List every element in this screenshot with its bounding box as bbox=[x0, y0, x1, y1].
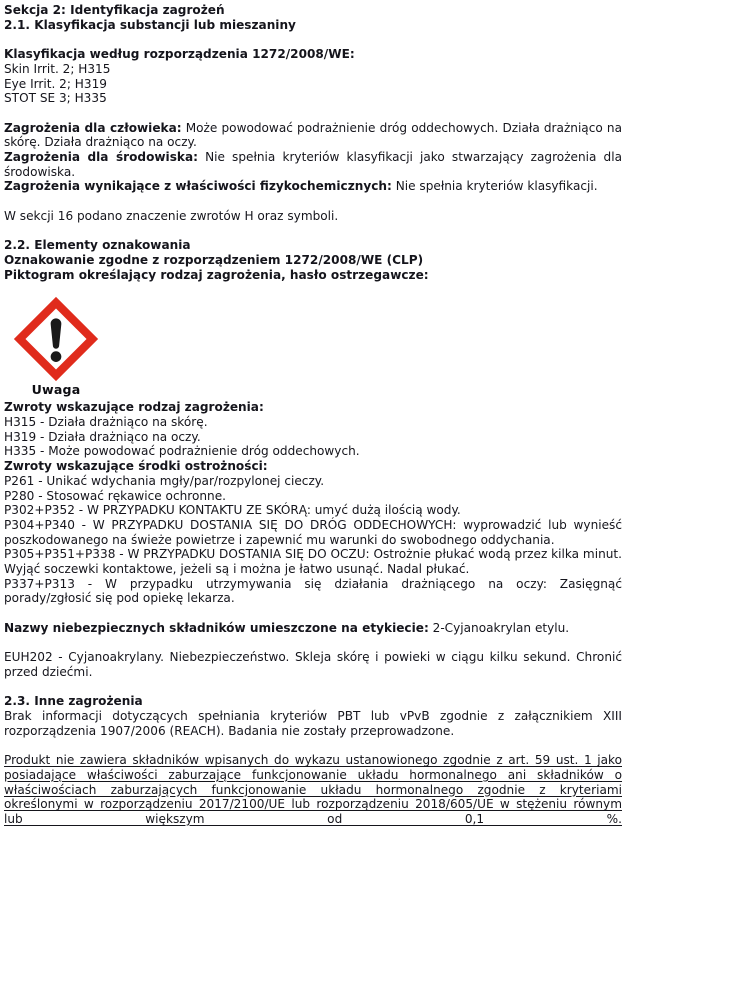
spacer bbox=[4, 738, 622, 753]
pictogram-block bbox=[4, 296, 124, 400]
hazard-environment-text: Nie spełnia kryteriów klasyfikacji jako stwarzający zagrożenia dla środowiska. bbox=[4, 150, 622, 179]
classification-heading: Klasyfikacja według rozporządzenia 1272/2008/WE: bbox=[4, 47, 355, 62]
classification-line-2: Eye Irrit. 2; H319 bbox=[4, 76, 107, 91]
document-body bbox=[4, 3, 622, 841]
endocrine-disruptor-statement: Produkt nie zawiera składników wpisanych do wykazu ustanowionego zgodnie z art. 59 ust. 1 jako posiadające właściwości zaburzające funkcjonowanie układu hormonalnego ani składników o właściwościach zaburzających funkcjonowanie układu hormonalnego zgodnie z kryteriami określonymi w rozporządzeniu 2017/2100/UE lub rozporządzeniu 2018/605/UE w stężeniu równym lub większym od 0,1 %. bbox=[4, 753, 622, 826]
ghs07-exclamation-mark-icon bbox=[13, 296, 99, 382]
note-section-16: W sekcji 16 podano znaczenie zwrotów H oraz symboli. bbox=[4, 208, 339, 223]
precautionary-heading: Zwroty wskazujące środki ostrożności: bbox=[4, 459, 268, 474]
euh-statement: EUH202 - Cyjanoakrylany. Niebezpieczeństwo. Skleja skórę i powieki w ciągu kilku sekund. Chronić przed dziećmi. bbox=[4, 650, 622, 679]
precautionary-p305-p351-p338: P305+P351+P338 - W PRZYPADKU DOSTANIA SIĘ DO OCZU: Ostrożnie płukać wodą przez kilka minut. Wyjąć soczewki kontaktowe, jeżeli są i można je łatwo usunąć. Nadal płukać. bbox=[4, 547, 622, 577]
signal-word: Uwaga bbox=[31, 382, 81, 398]
precautionary-p261: P261 - Unikać wdychania mgły/par/rozpylonej cieczy. bbox=[4, 473, 325, 488]
hazard-physicochemical-text: Nie spełnia kryteriów klasyfikacji. bbox=[391, 179, 598, 194]
hazard-environment bbox=[4, 150, 622, 179]
subsection-2-2-heading: 2.2. Elementy oznakowania bbox=[4, 238, 191, 253]
other-hazards-text: Brak informacji dotyczących spełniania kryteriów PBT lub vPvB zgodnie z załącznikiem XIII rozporządzenia 1907/2006 (REACH). Badania nie zostały przeprowadzone. bbox=[4, 709, 622, 738]
hazard-human bbox=[4, 121, 622, 150]
hazard-human-label: Zagrożenia dla człowieka: bbox=[4, 120, 182, 135]
classification-line-3: STOT SE 3; H335 bbox=[4, 91, 107, 106]
spacer bbox=[4, 224, 622, 239]
precautionary-p302-p352: P302+P352 - W PRZYPADKU KONTAKTU ZE SKÓRĄ: umyć dużą ilością wody. bbox=[4, 503, 461, 518]
spacer bbox=[4, 194, 622, 209]
labelling-line: Oznakowanie zgodne z rozporządzeniem 1272/2008/WE (CLP) bbox=[4, 252, 424, 267]
subsection-2-1-heading: 2.1. Klasyfikacja substancji lub mieszaniny bbox=[4, 17, 296, 32]
spacer bbox=[4, 680, 622, 695]
precautionary-p337-p313: P337+P313 - W przypadku utrzymywania się działania drażniącego na oczy: Zasięgnąć porady/zgłosić się pod opiekę lekarza. bbox=[4, 576, 622, 606]
hazard-statement-h319: H319 - Działa drażniąco na oczy. bbox=[4, 429, 201, 444]
subsection-2-3-heading: 2.3. Inne zagrożenia bbox=[4, 694, 143, 709]
section-heading: Sekcja 2: Identyfikacja zagrożeń bbox=[4, 3, 225, 17]
precautionary-p304-p340: P304+P340 - W PRZYPADKU DOSTANIA SIĘ DO DRÓG ODDECHOWYCH: wyprowadzić lub wynieść poszkodowanego na świeże powietrze i zapewnić mu warunki do swobodnego oddychania. bbox=[4, 517, 622, 547]
spacer bbox=[4, 636, 622, 651]
hazard-physicochemical bbox=[4, 179, 622, 194]
hazard-statements-heading: Zwroty wskazujące rodzaj zagrożenia: bbox=[4, 400, 264, 415]
spacer bbox=[4, 606, 622, 621]
hazard-physicochemical-label: Zagrożenia wynikające z właściwości fizykochemicznych: bbox=[4, 179, 392, 194]
hazardous-components-text: 2-Cyjanoakrylan etylu. bbox=[428, 620, 570, 635]
hazard-statement-h315: H315 - Działa drażniąco na skórę. bbox=[4, 415, 208, 429]
hazard-environment-label: Zagrożenia dla środowiska: bbox=[4, 150, 198, 164]
hazard-statement-h335: H335 - Może powodować podrażnienie dróg oddechowych. bbox=[4, 444, 360, 459]
hazardous-components bbox=[4, 621, 622, 636]
classification-line-1: Skin Irrit. 2; H315 bbox=[4, 61, 111, 76]
spacer bbox=[4, 32, 622, 47]
pictogram-line: Piktogram określający rodzaj zagrożenia, hasło ostrzegawcze: bbox=[4, 267, 429, 282]
hazardous-components-label: Nazwy niebezpiecznych składników umieszczone na etykiecie: bbox=[4, 620, 429, 635]
spacer bbox=[4, 106, 622, 121]
hazard-human-text: Może powodować podrażnienie dróg oddechowych. Działa drażniąco na skórę. Działa drażniąco na oczy. bbox=[4, 120, 622, 150]
precautionary-p280: P280 - Stosować rękawice ochronne. bbox=[4, 488, 226, 503]
